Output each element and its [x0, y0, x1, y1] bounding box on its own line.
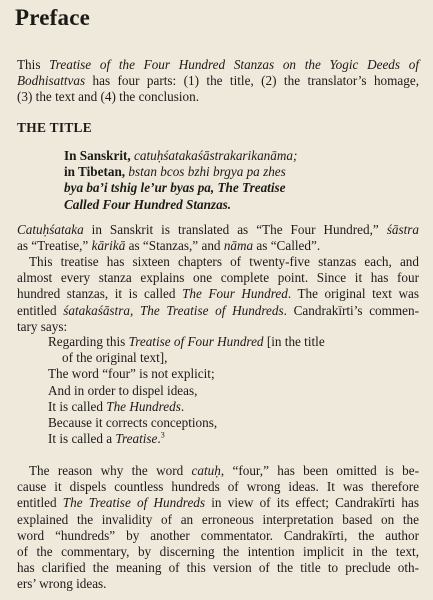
para4-line-5: word “hundreds” by another commentator. Candrakīrti, the author	[17, 527, 419, 543]
title-sanskrit-name: catuḥśatakaśāstrakarikanāma;	[134, 148, 298, 163]
title-tibetan-name: bstan bcos bzhi brgya pa zhes	[128, 164, 286, 180]
quote-line-3: The word “four” is not explicit;	[48, 366, 215, 382]
term: śāstra	[386, 222, 419, 237]
block-quote	[48, 334, 325, 447]
para4-line-3	[17, 495, 419, 511]
title-block	[64, 148, 297, 213]
para2-line-4	[17, 303, 419, 319]
title-line-sanskrit	[64, 148, 297, 164]
text: The reason why the word	[29, 463, 192, 478]
text: . Candrakīrti’s commen-	[283, 302, 419, 318]
page-title: Preface	[15, 5, 91, 30]
paragraph-chapters	[17, 254, 419, 335]
title-italic: Treatise of Four Hundred	[128, 334, 264, 349]
para4-line-1	[17, 463, 419, 479]
title-italic: The Four Hundred	[182, 286, 288, 302]
para2-line-3	[17, 286, 419, 302]
quote-line-5	[48, 399, 325, 415]
title-italic: Treatise	[115, 431, 158, 447]
intro-italic-title-end: Bodhisattvas	[17, 73, 86, 89]
para2-line-1: This treatise has sixteen chapters of twenty-five stanzas each, and	[29, 254, 419, 269]
intro-line-2	[17, 73, 419, 89]
para4-line-6: of the commentary, by discerning the intention implicit in the text,	[17, 544, 419, 560]
title-line-tibetan	[64, 164, 297, 180]
term: catuḥ	[191, 463, 221, 478]
para1-line-1	[17, 222, 419, 238]
text: .	[180, 398, 185, 414]
text: entitled	[17, 302, 64, 318]
term: nāma	[223, 238, 254, 254]
text: entitled	[17, 495, 63, 511]
title-italic: śatakaśāstra, The Treatise of Hundreds	[63, 302, 284, 318]
para4-line-8: ers’ wrong ideas.	[17, 576, 107, 592]
quote-line-2: of the original text],	[62, 350, 168, 366]
text: It is called a	[48, 431, 116, 447]
quote-line-1	[48, 334, 325, 350]
text: [in the title	[263, 334, 325, 349]
quote-line-6: Because it corrects conceptions,	[48, 415, 218, 431]
text: , “four,” has been omitted is be-	[220, 463, 419, 478]
para4-line-7: has clarified the meaning of this version of the title to preclude oth-	[17, 560, 419, 576]
text: .	[157, 431, 161, 447]
term: kārikā	[91, 238, 126, 254]
para1-line-2	[17, 238, 419, 254]
para4-line-4: explained the invalidity of an erroneous interpretation based on the	[17, 511, 419, 527]
text: in Sanskrit is translated as “The Four Hundred,”	[83, 222, 387, 237]
para2-line-2: almost every stanza explains one complete point. Since it has four	[17, 270, 419, 286]
intro-line-1	[17, 57, 419, 73]
text: as “Called”.	[253, 238, 321, 254]
title-italic: The Hundreds	[106, 398, 181, 414]
intro-line-3: (3) the text and (4) the conclusion.	[17, 89, 200, 105]
text: as “Treatise,”	[17, 238, 92, 254]
title-label-tibetan: in Tibetan,	[64, 164, 129, 180]
para4-line-2: cause it dispels countless hundreds of wrong ideas. It was therefore	[17, 479, 419, 495]
text: as “Stanzas,” and	[125, 238, 224, 254]
title-label-sanskrit: In Sanskrit,	[64, 148, 134, 163]
text: Regarding this	[48, 334, 129, 349]
text: in view of its effect; Candrakīrti has	[205, 495, 419, 511]
title-line-3: bya ba’i tshig le’ur byas pa, The Treatise	[64, 180, 286, 196]
intro-text: This	[17, 57, 50, 72]
title-italic: The Treatise of Hundreds	[62, 495, 206, 511]
section-heading: THE TITLE	[17, 120, 93, 135]
intro-italic-title: Treatise of the Four Hundred Stanzas on the Yogic Deeds of	[49, 57, 419, 72]
paragraph-translation	[17, 222, 419, 254]
paragraph-reason	[17, 463, 419, 593]
text: It is called	[48, 398, 107, 414]
quote-line-4: And in order to dispel ideas,	[48, 382, 198, 398]
intro-paragraph	[17, 57, 419, 106]
text: . The original text was	[287, 286, 419, 302]
footnote-marker[interactable]: 3	[160, 430, 165, 440]
para2-line-5: tary says:	[17, 318, 68, 334]
title-line-4: Called Four Hundred Stanzas.	[64, 196, 232, 212]
text: hundred stanzas, it is called	[17, 286, 183, 302]
quote-line-7	[48, 431, 325, 447]
intro-text: has four parts: (1) the title, (2) the translator’s homage,	[85, 73, 419, 89]
term: Catuḥśataka	[17, 222, 84, 237]
